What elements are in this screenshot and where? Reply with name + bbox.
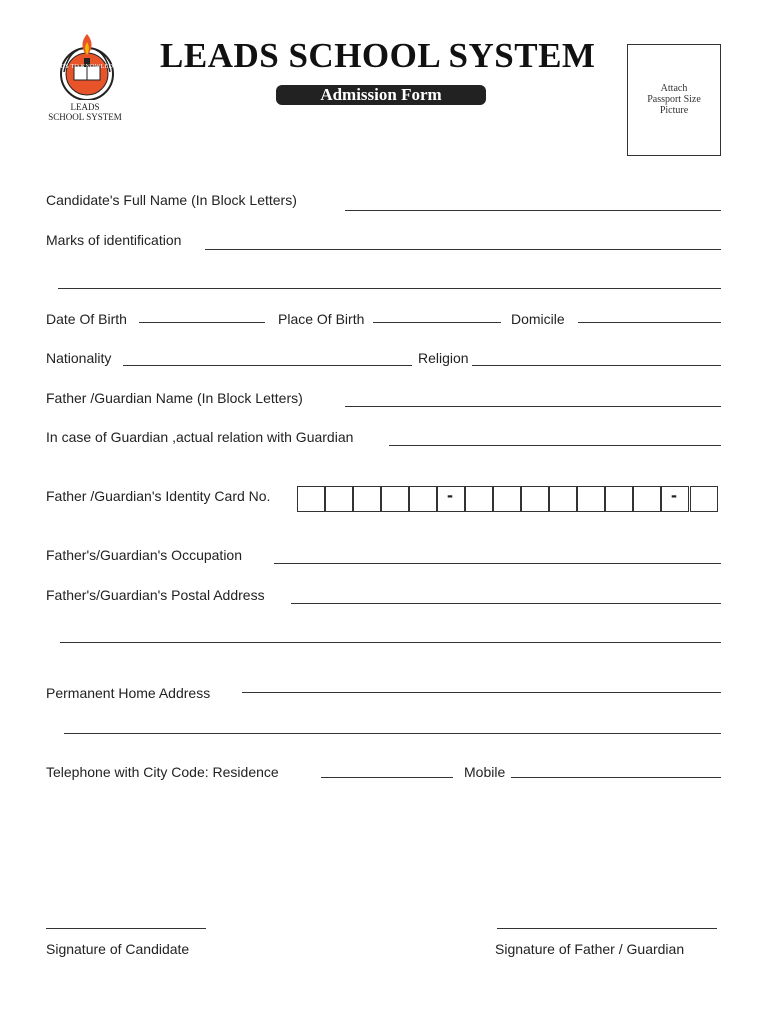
id-digit-box[interactable]: [605, 486, 633, 512]
postal-address-field[interactable]: [291, 603, 721, 604]
id-digit-box[interactable]: [353, 486, 381, 512]
guardian-relation-label: In case of Guardian ,actual relation with Guardian: [46, 429, 354, 445]
postal-address-field-2[interactable]: [60, 642, 721, 643]
school-name: LEADS SCHOOL SYSTEM: [160, 36, 596, 75]
id-digit-box[interactable]: [690, 486, 718, 512]
permanent-address-field-2[interactable]: [64, 733, 721, 734]
permanent-address-label: Permanent Home Address: [46, 685, 211, 701]
father-name-label: Father /Guardian Name (In Block Letters): [46, 390, 303, 406]
father-name-field[interactable]: [345, 406, 721, 407]
photo-box-line3: Picture: [659, 105, 689, 116]
religion-label: Religion: [418, 350, 469, 366]
logo-line2: SCHOOL SYSTEM: [48, 112, 122, 122]
candidate-signature-line[interactable]: [46, 928, 206, 929]
nationality-field[interactable]: [123, 365, 412, 366]
passport-photo-box[interactable]: [627, 44, 721, 156]
occupation-field[interactable]: [274, 563, 721, 564]
telephone-field[interactable]: [321, 777, 453, 778]
id-digit-box[interactable]: [549, 486, 577, 512]
nationality-label: Nationality: [46, 350, 112, 366]
form-title-badge: Admission Form: [276, 85, 486, 105]
id-separator-2: -: [671, 485, 677, 505]
dob-label: Date Of Birth: [46, 311, 127, 327]
postal-address-label: Father's/Guardian's Postal Address: [46, 587, 265, 603]
candidate-signature-label: Signature of Candidate: [46, 941, 190, 957]
id-digit-box[interactable]: [325, 486, 353, 512]
id-digit-box[interactable]: [381, 486, 409, 512]
occupation-label: Father's/Guardian's Occupation: [46, 547, 242, 563]
marks-identification-label: Marks of identification: [46, 232, 182, 248]
mobile-field[interactable]: [511, 777, 721, 778]
guardian-signature-label: Signature of Father / Guardian: [495, 941, 685, 957]
id-digit-box[interactable]: [493, 486, 521, 512]
full-name-label: Candidate's Full Name (In Block Letters): [46, 192, 297, 208]
mobile-label: Mobile: [464, 764, 506, 780]
id-digit-box[interactable]: [409, 486, 437, 512]
guardian-signature-line[interactable]: [497, 928, 717, 929]
logo-arc-text: LEADS TO KNOWLEDGE: [48, 64, 122, 70]
photo-box-line1: Attach: [660, 83, 688, 94]
domicile-field[interactable]: [578, 322, 721, 323]
telephone-label: Telephone with City Code: Residence: [46, 764, 279, 780]
full-name-field[interactable]: [345, 210, 721, 211]
place-of-birth-field[interactable]: [373, 322, 501, 323]
id-digit-box[interactable]: [297, 486, 325, 512]
religion-field[interactable]: [472, 365, 721, 366]
id-digit-box[interactable]: [577, 486, 605, 512]
place-of-birth-label: Place Of Birth: [278, 311, 365, 327]
marks-identification-field-2[interactable]: [58, 288, 721, 289]
marks-identification-field[interactable]: [205, 249, 721, 250]
photo-box-line2: Passport Size: [647, 94, 701, 105]
id-digit-box[interactable]: [521, 486, 549, 512]
id-digit-box[interactable]: [465, 486, 493, 512]
identity-card-label: Father /Guardian's Identity Card No.: [46, 488, 271, 504]
guardian-relation-field[interactable]: [389, 445, 721, 446]
id-separator-1: -: [447, 485, 453, 505]
id-digit-box[interactable]: [633, 486, 661, 512]
domicile-label: Domicile: [511, 311, 565, 327]
dob-field[interactable]: [139, 322, 265, 323]
permanent-address-field[interactable]: [242, 692, 721, 693]
logo-line1: LEADS: [70, 102, 100, 112]
